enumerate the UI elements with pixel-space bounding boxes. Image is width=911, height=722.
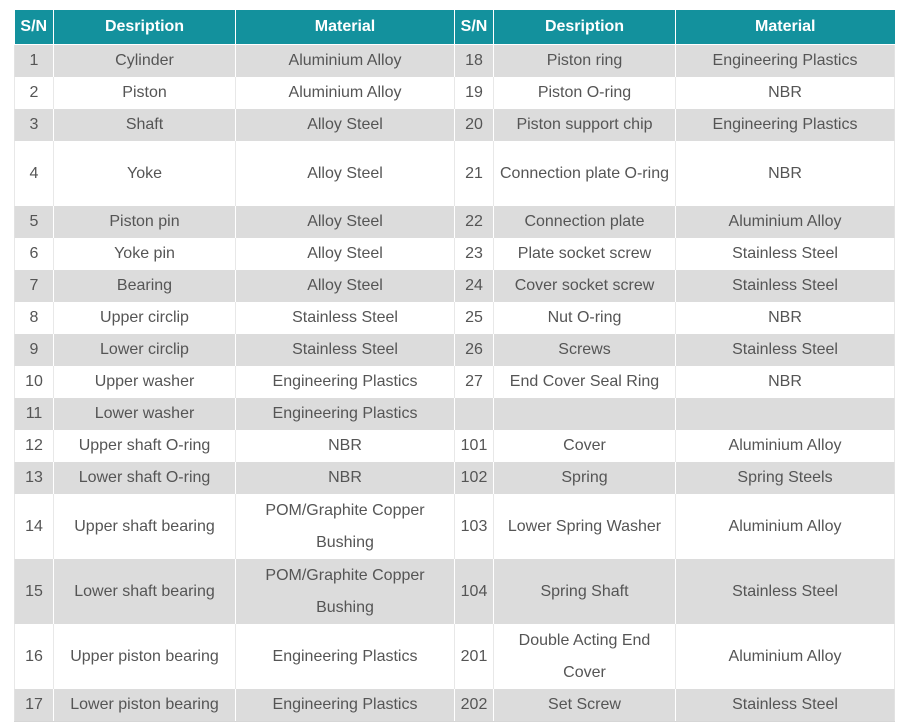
cell-sn-left: 10 bbox=[15, 366, 54, 398]
cell-sn-right: 27 bbox=[455, 366, 494, 398]
table-row bbox=[15, 430, 895, 462]
cell-description-right: End Cover Seal Ring bbox=[494, 366, 676, 398]
cell-description-left: Lower shaft bearing bbox=[54, 559, 236, 624]
cell-sn-left: 6 bbox=[15, 238, 54, 270]
cell-description-left: Lower circlip bbox=[54, 334, 236, 366]
cell-sn-left: 4 bbox=[15, 141, 54, 206]
cell-sn-right: 19 bbox=[455, 77, 494, 109]
cell-sn-right: 18 bbox=[455, 45, 494, 78]
cell-sn-right: 201 bbox=[455, 624, 494, 689]
cell-sn-right: 104 bbox=[455, 559, 494, 624]
header-sn-left: S/N bbox=[15, 10, 54, 45]
cell-sn-right: 101 bbox=[455, 430, 494, 462]
table-row bbox=[15, 398, 895, 430]
cell-description-right: Set Screw bbox=[494, 689, 676, 722]
cell-description-left: Upper washer bbox=[54, 366, 236, 398]
cell-material-right: Aluminium Alloy bbox=[676, 430, 895, 462]
cell-sn-right: 22 bbox=[455, 206, 494, 238]
cell-material-left: Engineering Plastics bbox=[236, 624, 455, 689]
cell-description-right: Screws bbox=[494, 334, 676, 366]
table-row bbox=[15, 302, 895, 334]
cell-description-right: Lower Spring Washer bbox=[494, 494, 676, 559]
table-body bbox=[15, 45, 895, 722]
cell-description-left: Yoke bbox=[54, 141, 236, 206]
cell-description-left: Upper shaft O-ring bbox=[54, 430, 236, 462]
cell-description-right: Double Acting End Cover bbox=[494, 624, 676, 689]
cell-material-right: Spring Steels bbox=[676, 462, 895, 494]
cell-material-right: Stainless Steel bbox=[676, 334, 895, 366]
cell-sn-left: 11 bbox=[15, 398, 54, 430]
cell-sn-left: 5 bbox=[15, 206, 54, 238]
cell-description-left: Shaft bbox=[54, 109, 236, 141]
cell-sn-left: 17 bbox=[15, 689, 54, 722]
cell-material-left: NBR bbox=[236, 430, 455, 462]
cell-material-left: Alloy Steel bbox=[236, 270, 455, 302]
cell-description-right: Connection plate O-ring bbox=[494, 141, 676, 206]
cell-description-left: Yoke pin bbox=[54, 238, 236, 270]
cell-sn-right bbox=[455, 398, 494, 430]
cell-material-right: Stainless Steel bbox=[676, 559, 895, 624]
cell-sn-left: 3 bbox=[15, 109, 54, 141]
cell-sn-right: 20 bbox=[455, 109, 494, 141]
header-material-right: Material bbox=[676, 10, 895, 45]
cell-sn-left: 13 bbox=[15, 462, 54, 494]
cell-material-left: Alloy Steel bbox=[236, 141, 455, 206]
table-row bbox=[15, 206, 895, 238]
table-row bbox=[15, 238, 895, 270]
table-row bbox=[15, 366, 895, 398]
table-row bbox=[15, 462, 895, 494]
table-row bbox=[15, 689, 895, 722]
table-row bbox=[15, 109, 895, 141]
cell-description-left: Piston bbox=[54, 77, 236, 109]
cell-description-left: Upper shaft bearing bbox=[54, 494, 236, 559]
cell-sn-left: 8 bbox=[15, 302, 54, 334]
cell-description-right: Plate socket screw bbox=[494, 238, 676, 270]
table-header-row bbox=[15, 10, 895, 45]
table-row bbox=[15, 77, 895, 109]
cell-description-left: Lower piston bearing bbox=[54, 689, 236, 722]
cell-material-left: Aluminium Alloy bbox=[236, 77, 455, 109]
cell-material-right: Engineering Plastics bbox=[676, 109, 895, 141]
cell-material-right: Stainless Steel bbox=[676, 270, 895, 302]
cell-description-right: Piston O-ring bbox=[494, 77, 676, 109]
cell-material-right: Aluminium Alloy bbox=[676, 494, 895, 559]
cell-material-left: Aluminium Alloy bbox=[236, 45, 455, 78]
cell-sn-right: 26 bbox=[455, 334, 494, 366]
cell-material-right: NBR bbox=[676, 77, 895, 109]
cell-description-right: Connection plate bbox=[494, 206, 676, 238]
cell-description-left: Upper circlip bbox=[54, 302, 236, 334]
cell-material-left: Alloy Steel bbox=[236, 206, 455, 238]
header-material-left: Material bbox=[236, 10, 455, 45]
cell-material-left: Stainless Steel bbox=[236, 334, 455, 366]
cell-description-left: Cylinder bbox=[54, 45, 236, 78]
header-description-left: Desription bbox=[54, 10, 236, 45]
cell-description-left: Upper piston bearing bbox=[54, 624, 236, 689]
cell-description-right: Piston support chip bbox=[494, 109, 676, 141]
cell-description-left: Lower washer bbox=[54, 398, 236, 430]
cell-sn-right: 102 bbox=[455, 462, 494, 494]
cell-material-right: NBR bbox=[676, 141, 895, 206]
cell-material-right: NBR bbox=[676, 366, 895, 398]
table-row bbox=[15, 141, 895, 206]
cell-description-left: Lower shaft O-ring bbox=[54, 462, 236, 494]
cell-sn-right: 21 bbox=[455, 141, 494, 206]
cell-material-right bbox=[676, 398, 895, 430]
cell-sn-left: 9 bbox=[15, 334, 54, 366]
cell-sn-left: 7 bbox=[15, 270, 54, 302]
table-row bbox=[15, 45, 895, 78]
cell-material-right: Stainless Steel bbox=[676, 238, 895, 270]
cell-sn-left: 2 bbox=[15, 77, 54, 109]
cell-description-right: Cover socket screw bbox=[494, 270, 676, 302]
cell-material-right: Aluminium Alloy bbox=[676, 624, 895, 689]
header-sn-right: S/N bbox=[455, 10, 494, 45]
cell-material-left: POM/Graphite Copper Bushing bbox=[236, 494, 455, 559]
cell-material-left: Engineering Plastics bbox=[236, 689, 455, 722]
cell-material-left: Alloy Steel bbox=[236, 109, 455, 141]
cell-material-left: POM/Graphite Copper Bushing bbox=[236, 559, 455, 624]
table-row bbox=[15, 624, 895, 689]
cell-sn-left: 16 bbox=[15, 624, 54, 689]
cell-description-left: Bearing bbox=[54, 270, 236, 302]
cell-sn-right: 202 bbox=[455, 689, 494, 722]
cell-sn-left: 12 bbox=[15, 430, 54, 462]
cell-description-right: Nut O-ring bbox=[494, 302, 676, 334]
cell-sn-left: 1 bbox=[15, 45, 54, 78]
cell-sn-left: 15 bbox=[15, 559, 54, 624]
cell-material-right: Stainless Steel bbox=[676, 689, 895, 722]
cell-description-right: Spring Shaft bbox=[494, 559, 676, 624]
cell-description-right: Piston ring bbox=[494, 45, 676, 78]
cell-material-right: Engineering Plastics bbox=[676, 45, 895, 78]
cell-material-right: NBR bbox=[676, 302, 895, 334]
table-row bbox=[15, 270, 895, 302]
table-row bbox=[15, 494, 895, 559]
cell-material-left: Alloy Steel bbox=[236, 238, 455, 270]
cell-sn-right: 103 bbox=[455, 494, 494, 559]
cell-material-left: NBR bbox=[236, 462, 455, 494]
parts-material-table bbox=[14, 10, 895, 722]
cell-description-right: Cover bbox=[494, 430, 676, 462]
cell-material-left: Engineering Plastics bbox=[236, 398, 455, 430]
cell-sn-right: 25 bbox=[455, 302, 494, 334]
cell-sn-right: 23 bbox=[455, 238, 494, 270]
cell-sn-right: 24 bbox=[455, 270, 494, 302]
cell-material-left: Engineering Plastics bbox=[236, 366, 455, 398]
cell-description-left: Piston pin bbox=[54, 206, 236, 238]
cell-description-right bbox=[494, 398, 676, 430]
table-row bbox=[15, 334, 895, 366]
cell-sn-left: 14 bbox=[15, 494, 54, 559]
cell-material-right: Aluminium Alloy bbox=[676, 206, 895, 238]
table-row bbox=[15, 559, 895, 624]
cell-material-left: Stainless Steel bbox=[236, 302, 455, 334]
cell-description-right: Spring bbox=[494, 462, 676, 494]
header-description-right: Desription bbox=[494, 10, 676, 45]
